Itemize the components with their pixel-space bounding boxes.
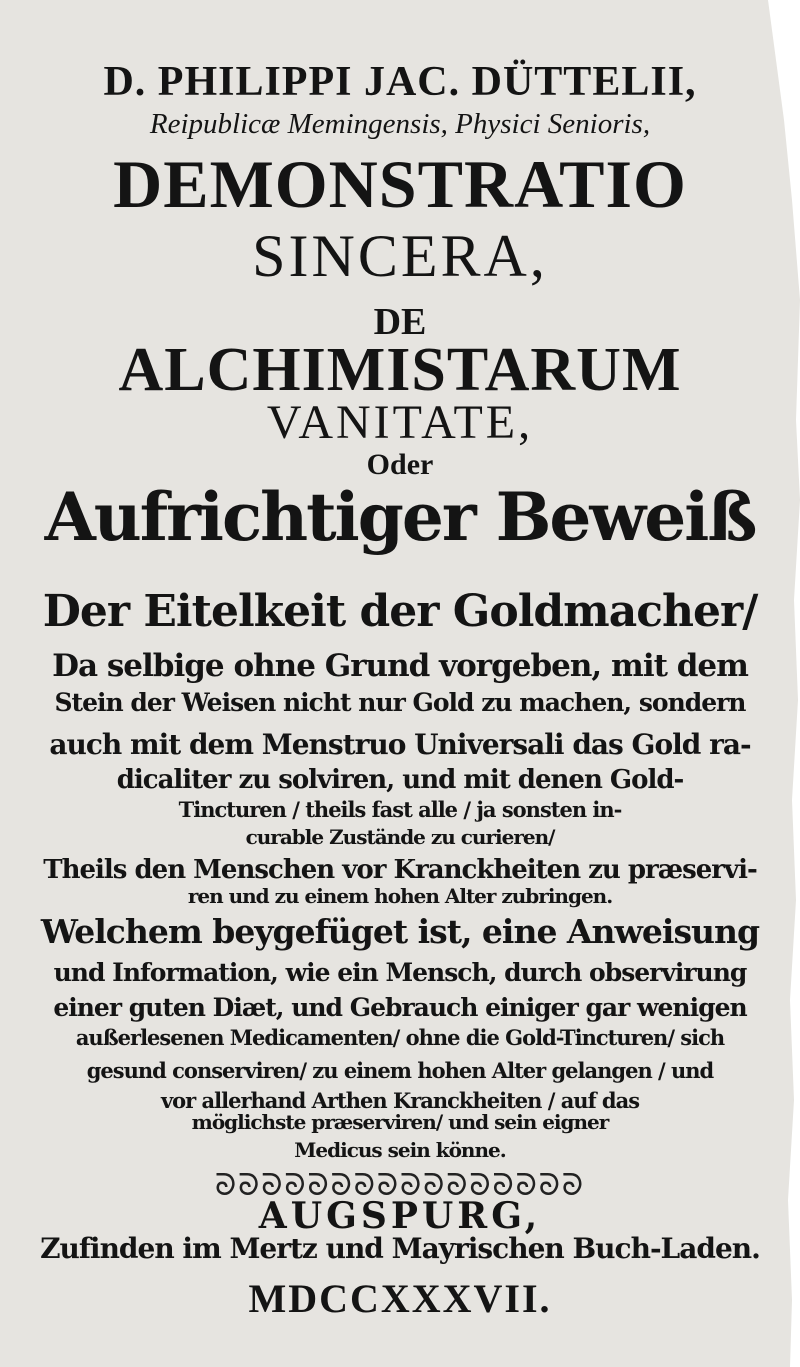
latin-title-line-5: VANITATE, — [266, 396, 534, 449]
body-line: Theils den Menschen vor Kranckheiten zu præservi- — [43, 855, 757, 885]
body-line: Tincturen / theils fast alle / ja sonsten in- — [178, 797, 622, 822]
body-line: Stein der Weisen nicht nur Gold zu machen, sondern — [54, 688, 746, 717]
body-line: auch mit dem Menstruo Universali das Gold ra- — [49, 728, 751, 761]
body-line: Welchem beygefüget ist, eine Anweisung — [40, 912, 760, 951]
imprint-place: AUGSPURG, — [258, 1195, 542, 1237]
author-line: D. PHILIPPI JAC. DÜTTELII, — [103, 59, 697, 105]
latin-title-line-4: ALCHIMISTARUM — [118, 336, 682, 404]
body-line: möglichste præserviren/ und sein eigner — [191, 1110, 609, 1134]
body-line: außerlesenen Medicamenten/ ohne die Gold-Tincturen/ sich — [75, 1025, 725, 1050]
body-line: einer guten Diæt, und Gebrauch einiger gar wenigen — [53, 993, 747, 1022]
body-line: gesund conserviren/ zu einem hohen Alter gelangen / und — [86, 1058, 714, 1083]
latin-title-line-3: DE — [373, 301, 427, 343]
ornament-divider: ᘐᘐᘐᘐᘐᘐᘐᘐᘐᘐᘐᘐᘐᘐᘐᘐ — [215, 1168, 585, 1203]
latin-title-line-2: SINCERA, — [252, 223, 548, 289]
body-line: Medicus sein könne. — [294, 1138, 506, 1162]
body-line: ren und zu einem hohen Alter zubringen. — [187, 884, 613, 908]
body-line: und Information, wie ein Mensch, durch observirung — [53, 958, 747, 987]
latin-title-line-1: DEMONSTRATIO — [113, 146, 687, 222]
body-line: Da selbige ohne Grund vorgeben, mit dem — [52, 648, 748, 684]
body-line: curable Zustände zu curieren/ — [245, 825, 555, 849]
imprint-year: MDCCXXXVII. — [248, 1276, 552, 1321]
latin-title-conjunction: Oder — [366, 448, 434, 481]
body-line: vor allerhand Arthen Kranckheiten / auf das — [160, 1088, 640, 1113]
body-line: dicaliter zu solviren, und mit denen Gold- — [116, 765, 684, 795]
author-office-line: Reipublicæ Memingensis, Physici Senioris, — [149, 108, 651, 140]
german-title-line-2: Der Eitelkeit der Goldmacher/ — [42, 586, 758, 637]
german-title-line-1: Aufrichtiger Beweiß — [44, 478, 756, 556]
imprint-publisher: Zufinden im Mertz und Mayrischen Buch-Laden. — [40, 1232, 760, 1265]
